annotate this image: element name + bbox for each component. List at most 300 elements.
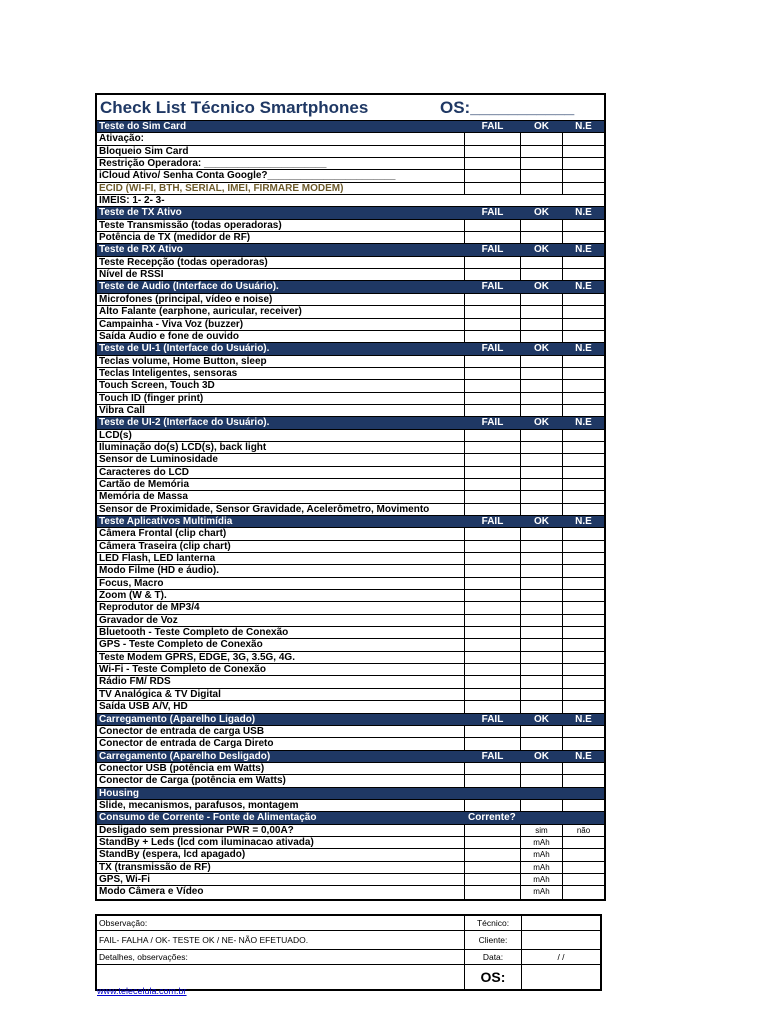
corrente-cell[interactable]	[464, 862, 520, 873]
checklist-item	[97, 183, 604, 195]
check-cell-c3[interactable]	[562, 356, 604, 367]
item-label: Ativação:	[99, 133, 145, 145]
detalhes-label: Detalhes, observações:	[99, 952, 188, 962]
section-title: Teste Aplicativos Multimídia	[99, 516, 233, 527]
checklist-item	[97, 232, 604, 244]
section-title: Teste de UI-2 (Interface do Usuário).	[99, 417, 270, 429]
corrente-cell[interactable]	[464, 825, 520, 836]
check-cell-c1[interactable]	[464, 380, 520, 391]
corrente-cell[interactable]	[464, 874, 520, 885]
checklist-item	[97, 639, 604, 651]
check-cell-c3[interactable]	[562, 257, 604, 268]
section-title: Consumo de Corrente - Fonte de Alimentação	[99, 812, 317, 824]
check-cell-c3[interactable]	[562, 615, 604, 626]
item-label: Bloqueio Sim Card	[99, 145, 189, 157]
consumo-item	[97, 837, 604, 849]
check-cell-c1[interactable]	[464, 368, 520, 379]
check-cell-c3[interactable]	[562, 133, 604, 144]
legend-text: FAIL- FALHA / OK- TESTE OK / NE- NÃO EFETUADO.	[99, 935, 309, 945]
check-cell-c1[interactable]	[464, 627, 520, 638]
unit-cell[interactable]	[562, 837, 604, 848]
check-cell-c3[interactable]	[562, 701, 604, 712]
corrente-header: Corrente?	[464, 812, 520, 823]
check-cell-c1[interactable]	[464, 183, 520, 194]
check-cell-c2[interactable]	[520, 430, 562, 441]
consumo-item	[97, 886, 604, 898]
item-label: Saída USB A/V, HD	[99, 701, 188, 713]
checklist-item	[97, 195, 604, 207]
item-label: Memória de Massa	[99, 491, 188, 503]
check-cell-c2[interactable]	[520, 528, 562, 539]
item-label: LCD(s)	[99, 429, 132, 441]
check-cell-c3[interactable]	[562, 763, 604, 774]
check-cell-c1[interactable]	[464, 701, 520, 712]
column-header-ne: N.E	[562, 281, 604, 292]
footer-box	[95, 914, 602, 991]
item-label: Campainha - Viva Voz (buzzer)	[99, 318, 244, 330]
tecnico-field[interactable]	[521, 916, 600, 930]
item-label: Alto Falante (earphone, auricular, receiver)	[99, 306, 302, 318]
checklist-item	[97, 689, 604, 701]
check-cell-c1[interactable]	[464, 170, 520, 181]
section-title: Carregamento (Aparelho Ligado)	[99, 713, 256, 725]
check-cell-c1[interactable]	[464, 590, 520, 601]
check-cell-c3[interactable]	[562, 146, 604, 157]
section-header	[97, 751, 604, 763]
column-header-ne: N.E	[562, 417, 604, 428]
checklist-item	[97, 356, 604, 368]
section-header	[97, 281, 604, 293]
os-footer-field[interactable]	[521, 965, 600, 989]
check-cell-c1[interactable]	[464, 578, 520, 589]
check-cell-c3[interactable]	[562, 491, 604, 502]
data-label: Data:	[464, 950, 521, 964]
check-cell-c3[interactable]	[562, 578, 604, 589]
check-cell-c1[interactable]	[464, 158, 520, 169]
check-cell-c1[interactable]	[464, 269, 520, 280]
item-label: Vibra Call	[99, 404, 145, 416]
check-cell-c2[interactable]	[520, 627, 562, 638]
check-cell-c3[interactable]	[562, 553, 604, 564]
check-cell-c2[interactable]	[520, 146, 562, 157]
checklist-item	[97, 269, 604, 281]
checklist-item	[97, 738, 604, 750]
check-cell-c3[interactable]	[562, 676, 604, 687]
check-cell-c3[interactable]	[562, 726, 604, 737]
unit-cell[interactable]	[562, 862, 604, 873]
column-header-fail: FAIL	[464, 207, 520, 218]
column-header-ne: N.E	[562, 207, 604, 218]
item-label: Wi-Fi - Teste Completo de Conexão	[99, 664, 266, 676]
check-cell-c3[interactable]	[562, 627, 604, 638]
check-cell-c1[interactable]	[464, 430, 520, 441]
section-header	[97, 516, 604, 528]
check-cell-c1[interactable]	[464, 220, 520, 231]
item-label: Touch ID (finger print)	[99, 392, 204, 404]
column-header-	[520, 788, 562, 799]
check-cell-c1[interactable]	[464, 479, 520, 490]
checklist-item	[97, 528, 604, 540]
check-cell-c3[interactable]	[562, 442, 604, 453]
check-cell-c3[interactable]	[562, 565, 604, 576]
check-cell-c3[interactable]	[562, 528, 604, 539]
check-cell-c1[interactable]	[464, 763, 520, 774]
column-header-fail: FAIL	[464, 244, 520, 255]
checklist-item	[97, 627, 604, 639]
item-label: Caracteres do LCD	[99, 466, 190, 478]
check-cell-c2[interactable]	[520, 331, 562, 342]
check-cell-c2[interactable]	[520, 775, 562, 786]
check-cell-c3[interactable]	[562, 602, 604, 613]
check-cell-c3[interactable]	[562, 220, 604, 231]
checklist-item	[97, 491, 604, 503]
check-cell-c2[interactable]	[520, 726, 562, 737]
section-title: Teste de RX Ativo	[99, 244, 183, 256]
tecnico-label: Técnico:	[464, 916, 521, 930]
item-label: Cartão de Memória	[99, 478, 190, 490]
checklist-item	[97, 393, 604, 405]
check-cell-c2[interactable]	[520, 133, 562, 144]
check-cell-c2[interactable]	[520, 491, 562, 502]
check-cell-c3[interactable]	[562, 479, 604, 490]
check-cell-c1[interactable]	[464, 775, 520, 786]
item-label: Gravador de Voz	[99, 614, 178, 626]
corrente-cell[interactable]	[464, 837, 520, 848]
check-cell-c2[interactable]	[520, 639, 562, 650]
column-header-ok: OK	[520, 516, 562, 527]
item-label: Modo Câmera e Vídeo	[99, 886, 204, 898]
item-label: Conector de Carga (potência em Watts)	[99, 775, 286, 787]
item-label: iCloud Ativo/ Senha Conta Google?_______________________	[99, 170, 396, 182]
item-label: Conector de entrada de Carga Direto	[99, 738, 274, 750]
os-footer-label: OS:	[464, 965, 521, 989]
check-cell-c2[interactable]	[520, 615, 562, 626]
item-label: Desligado sem pressionar PWR = 0,00A?	[99, 824, 294, 836]
check-cell-c2[interactable]	[520, 158, 562, 169]
column-header-ok: OK	[520, 281, 562, 292]
column-header-fail: FAIL	[464, 751, 520, 762]
checklist-item	[97, 652, 604, 664]
data-field[interactable]: / /	[521, 950, 600, 964]
section-header	[97, 343, 604, 355]
checklist-item	[97, 306, 604, 318]
item-label: TV Analógica & TV Digital	[99, 688, 221, 700]
unit-cell[interactable]: mAh	[520, 874, 562, 885]
check-cell-c1[interactable]	[464, 232, 520, 243]
check-cell-c3[interactable]	[562, 331, 604, 342]
check-cell-c1[interactable]	[464, 565, 520, 576]
check-cell-c2[interactable]	[520, 738, 562, 749]
check-cell-c3[interactable]	[562, 467, 604, 478]
column-header-ok: OK	[520, 417, 562, 428]
check-cell-c1[interactable]	[464, 689, 520, 700]
column-header	[562, 812, 604, 823]
checklist-item	[97, 504, 604, 516]
column-header-ne: N.E	[562, 751, 604, 762]
check-cell-c3[interactable]	[562, 639, 604, 650]
checklist-item	[97, 676, 604, 688]
check-cell-c3[interactable]	[562, 368, 604, 379]
check-cell-c3[interactable]	[562, 541, 604, 552]
checklist-item	[97, 479, 604, 491]
check-cell-c2[interactable]	[520, 479, 562, 490]
checklist-item	[97, 257, 604, 269]
check-cell-c3[interactable]	[562, 158, 604, 169]
check-cell-c3[interactable]	[562, 664, 604, 675]
section-title: Teste de TX Ativo	[99, 207, 182, 219]
check-cell-c1[interactable]	[464, 405, 520, 416]
check-cell-c1[interactable]	[464, 652, 520, 663]
checklist-item	[97, 454, 604, 466]
check-cell-c2[interactable]	[520, 664, 562, 675]
column-header-fail: FAIL	[464, 281, 520, 292]
checklist-item	[97, 615, 604, 627]
unit-cell[interactable]	[562, 849, 604, 860]
checklist-item	[97, 331, 604, 343]
cliente-field[interactable]	[521, 931, 600, 949]
unit-cell[interactable]: não	[562, 825, 604, 836]
page-title: Check List Técnico Smartphones	[100, 97, 369, 117]
check-cell-c1[interactable]	[464, 467, 520, 478]
corrente-cell[interactable]	[464, 886, 520, 898]
item-label: StandBy + Leds (lcd com iluminacao ativada)	[99, 836, 314, 848]
check-cell-c3[interactable]	[562, 269, 604, 280]
item-label: Microfones (principal, vídeo e noise)	[99, 293, 273, 305]
column-header-ok: OK	[520, 121, 562, 132]
check-cell-c3[interactable]	[562, 380, 604, 391]
column-header-fail: FAIL	[464, 343, 520, 354]
checklist-item	[97, 405, 604, 417]
unit-cell[interactable]	[562, 874, 604, 885]
check-cell-c2[interactable]	[520, 590, 562, 601]
checklist-item	[97, 590, 604, 602]
item-label: GPS - Teste Completo de Conexão	[99, 639, 263, 651]
checklist-item	[97, 442, 604, 454]
check-cell-c3[interactable]	[562, 306, 604, 317]
check-cell-c2[interactable]	[520, 257, 562, 268]
column-header-	[464, 788, 520, 799]
item-label: Modo Filme (HD e áudio).	[99, 565, 219, 577]
check-cell-c2[interactable]	[520, 368, 562, 379]
check-cell-c1[interactable]	[464, 491, 520, 502]
item-label: GPS, Wi-Fi	[99, 873, 151, 885]
checklist-item	[97, 170, 604, 182]
item-label: Teste Transmissão (todas operadoras)	[99, 219, 282, 231]
column-header-	[562, 788, 604, 799]
checklist-sheet	[95, 93, 606, 901]
check-cell-c2[interactable]	[520, 170, 562, 181]
check-cell-c2[interactable]	[520, 232, 562, 243]
checklist-item	[97, 800, 604, 812]
check-cell-c1[interactable]	[464, 133, 520, 144]
check-cell-c2[interactable]	[520, 356, 562, 367]
corrente-cell[interactable]	[464, 849, 520, 860]
item-label: Sensor de Proximidade, Sensor Gravidade, Acelerômetro, Movimento	[99, 503, 430, 515]
checklist-item	[97, 146, 604, 158]
checklist-item	[97, 368, 604, 380]
unit-cell[interactable]	[562, 886, 604, 898]
check-cell-c2[interactable]	[520, 800, 562, 811]
check-cell-c2[interactable]	[520, 565, 562, 576]
section-header	[97, 207, 604, 219]
item-label: StandBy (espera, lcd apagado)	[99, 849, 246, 861]
item-label: Touch Screen, Touch 3D	[99, 380, 215, 392]
check-cell-c1[interactable]	[464, 800, 520, 811]
section-header	[97, 244, 604, 256]
column-header	[520, 812, 562, 823]
check-cell-c2[interactable]	[520, 393, 562, 404]
item-label: Bluetooth - Teste Completo de Conexão	[99, 627, 289, 639]
check-cell-c3[interactable]	[562, 689, 604, 700]
checklist-item	[97, 763, 604, 775]
check-cell-c2[interactable]	[520, 183, 562, 194]
check-cell-c3[interactable]	[562, 405, 604, 416]
title-row	[97, 95, 604, 121]
check-cell-c2[interactable]	[520, 380, 562, 391]
check-cell-c3[interactable]	[562, 504, 604, 515]
item-label: LED Flash, LED lanterna	[99, 553, 216, 565]
item-label: Iluminação do(s) LCD(s), back light	[99, 441, 267, 453]
column-header-ne: N.E	[562, 516, 604, 527]
section-title: Housing	[99, 787, 139, 799]
check-cell-c2[interactable]	[520, 269, 562, 280]
check-cell-c3[interactable]	[562, 652, 604, 663]
check-cell-c1[interactable]	[464, 738, 520, 749]
check-cell-c2[interactable]	[520, 676, 562, 687]
item-label: Teste Modem GPRS, EDGE, 3G, 3.5G, 4G.	[99, 651, 295, 663]
check-cell-c1[interactable]	[464, 639, 520, 650]
unit-cell[interactable]: mAh	[520, 837, 562, 848]
check-cell-c3[interactable]	[562, 294, 604, 305]
cliente-label: Cliente:	[464, 931, 521, 949]
check-cell-c1[interactable]	[464, 676, 520, 687]
item-label: Rádio FM/ RDS	[99, 676, 171, 688]
checklist-item	[97, 578, 604, 590]
check-cell-c3[interactable]	[562, 800, 604, 811]
checklist-item	[97, 565, 604, 577]
unit-cell[interactable]: mAh	[520, 886, 562, 898]
check-cell-c2[interactable]	[520, 701, 562, 712]
check-cell-c1[interactable]	[464, 615, 520, 626]
item-label: Restrição Operadora: ______________________	[99, 158, 327, 170]
check-cell-c1[interactable]	[464, 726, 520, 737]
check-cell-c2[interactable]	[520, 553, 562, 564]
item-label: Conector USB (potência em Watts)	[99, 762, 265, 774]
check-cell-c2[interactable]	[520, 504, 562, 515]
check-cell-c1[interactable]	[464, 294, 520, 305]
check-cell-c2[interactable]	[520, 220, 562, 231]
check-cell-c2[interactable]	[520, 578, 562, 589]
check-cell-c1[interactable]	[464, 393, 520, 404]
check-cell-c1[interactable]	[464, 356, 520, 367]
column-header-ne: N.E	[562, 244, 604, 255]
check-cell-c2[interactable]	[520, 319, 562, 330]
check-cell-c1[interactable]	[464, 331, 520, 342]
check-cell-c2[interactable]	[520, 306, 562, 317]
checklist-item	[97, 775, 604, 787]
item-label: IMEIS: 1- 2- 3-	[99, 195, 165, 207]
item-label: Conector de entrada de carga USB	[99, 725, 265, 737]
check-cell-c1[interactable]	[464, 257, 520, 268]
item-label: Reprodutor de MP3/4	[99, 602, 200, 614]
check-cell-c2[interactable]	[520, 602, 562, 613]
check-cell-c1[interactable]	[464, 306, 520, 317]
check-cell-c1[interactable]	[464, 664, 520, 675]
check-cell-c3[interactable]	[562, 393, 604, 404]
column-header-ne: N.E	[562, 714, 604, 725]
check-cell-c3[interactable]	[562, 319, 604, 330]
checklist-item	[97, 602, 604, 614]
os-label: OS:___________	[440, 97, 575, 117]
section-header	[97, 788, 604, 800]
check-cell-c2[interactable]	[520, 442, 562, 453]
checklist-item	[97, 158, 604, 170]
check-cell-c3[interactable]	[562, 775, 604, 786]
check-cell-c3[interactable]	[562, 590, 604, 601]
check-cell-c1[interactable]	[464, 454, 520, 465]
check-cell-c2[interactable]	[520, 763, 562, 774]
check-cell-c3[interactable]	[562, 454, 604, 465]
column-header-fail: FAIL	[464, 417, 520, 428]
check-cell-c1[interactable]	[464, 553, 520, 564]
check-cell-c2[interactable]	[520, 689, 562, 700]
check-cell-c2[interactable]	[520, 454, 562, 465]
column-header-ne: N.E	[562, 121, 604, 132]
website-link[interactable]: www.telecelula.com.br	[97, 986, 187, 996]
unit-cell[interactable]: sim	[520, 825, 562, 836]
checklist-item	[97, 664, 604, 676]
section-header	[97, 417, 604, 429]
check-cell-c3[interactable]	[562, 183, 604, 194]
check-cell-c1[interactable]	[464, 541, 520, 552]
checklist-item	[97, 380, 604, 392]
check-cell-c2[interactable]	[520, 405, 562, 416]
check-cell-c2[interactable]	[520, 652, 562, 663]
check-cell-c3[interactable]	[562, 170, 604, 181]
item-label: Câmera Traseira (clip chart)	[99, 540, 231, 552]
checklist-item	[97, 726, 604, 738]
column-header-ok: OK	[520, 751, 562, 762]
check-cell-c1[interactable]	[464, 528, 520, 539]
column-header-fail: FAIL	[464, 121, 520, 132]
check-cell-c3[interactable]	[562, 232, 604, 243]
section-title: Teste de Áudio (Interface do Usuário).	[99, 281, 279, 293]
checklist-item	[97, 133, 604, 145]
check-cell-c1[interactable]	[464, 146, 520, 157]
column-header-fail: FAIL	[464, 516, 520, 527]
check-cell-c3[interactable]	[562, 430, 604, 441]
check-cell-c1[interactable]	[464, 442, 520, 453]
column-header-ok: OK	[520, 343, 562, 354]
check-cell-c1[interactable]	[464, 319, 520, 330]
column-header-fail: FAIL	[464, 714, 520, 725]
item-label: Focus, Macro	[99, 577, 164, 589]
consumo-item	[97, 874, 604, 886]
checklist-item	[97, 467, 604, 479]
check-cell-c2[interactable]	[520, 467, 562, 478]
unit-cell[interactable]: mAh	[520, 849, 562, 860]
check-cell-c2[interactable]	[520, 294, 562, 305]
unit-cell[interactable]: mAh	[520, 862, 562, 873]
check-cell-c3[interactable]	[562, 738, 604, 749]
section-title: Carregamento (Aparelho Desligado)	[99, 750, 271, 762]
section-title: Teste do Sim Card	[99, 121, 187, 132]
check-cell-c2[interactable]	[520, 541, 562, 552]
checklist-item	[97, 701, 604, 713]
check-cell-c1[interactable]	[464, 504, 520, 515]
check-cell-c1[interactable]	[464, 602, 520, 613]
section-header	[97, 121, 604, 133]
